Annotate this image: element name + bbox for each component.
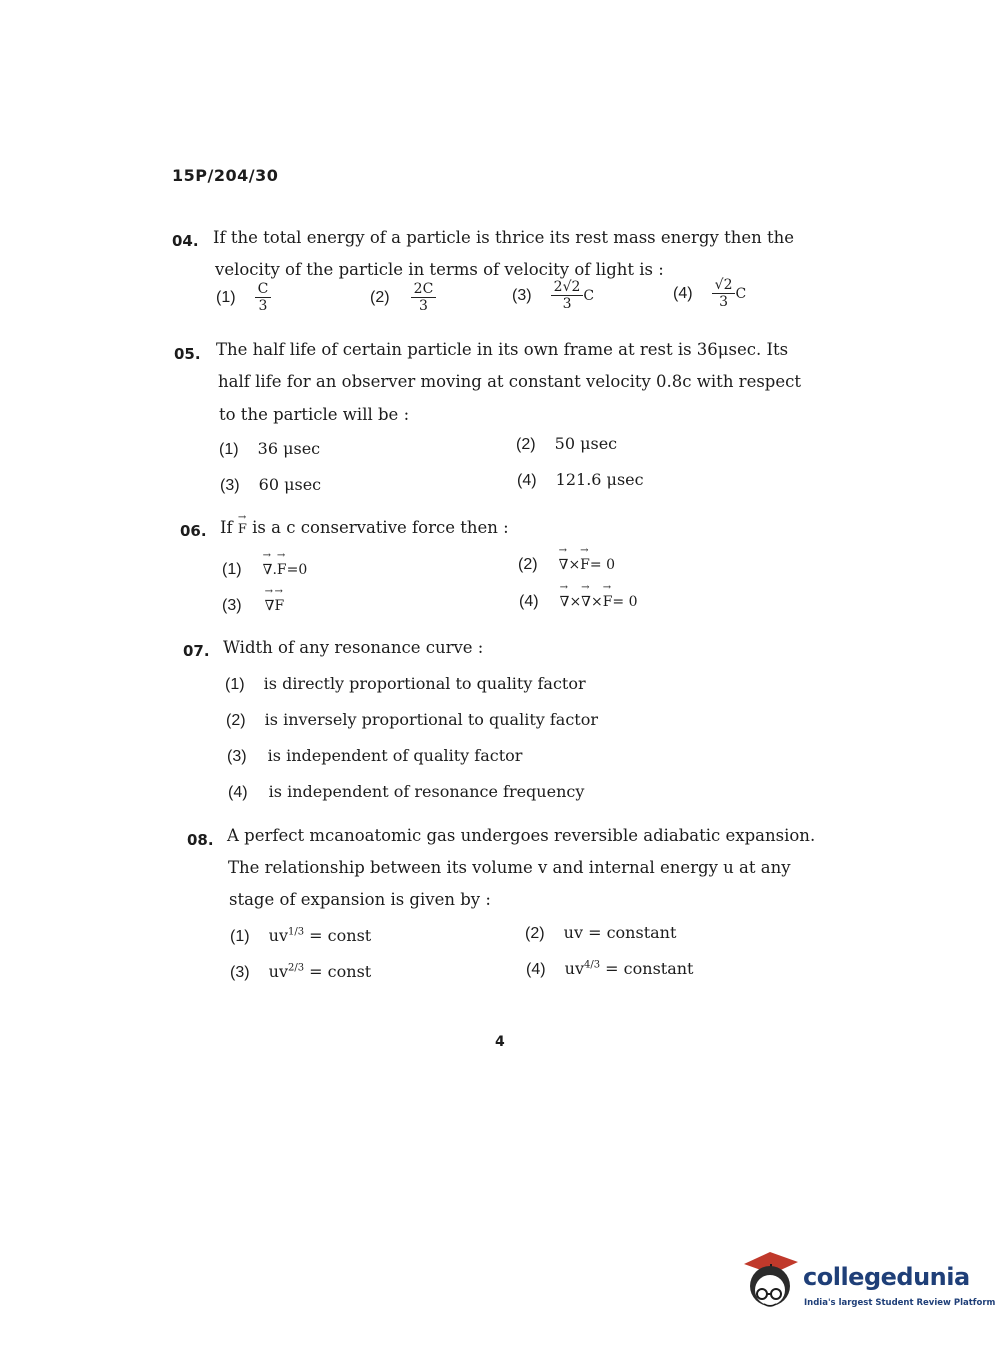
question-text: velocity of the particle in terms of velocity of light is : (215, 260, 664, 279)
option-expression (559, 557, 615, 573)
option-1 (225, 674, 586, 694)
denominator: 3 (562, 296, 572, 312)
option-label: (4) (517, 472, 537, 489)
option-3 (230, 962, 371, 982)
option-2 (518, 554, 615, 574)
question-text: to the particle will be : (219, 405, 410, 424)
force-vector: → F (274, 598, 284, 614)
fraction (255, 282, 272, 313)
option-label: (2) (516, 436, 536, 453)
question-text: Width of any resonance curve : (223, 638, 484, 657)
question-number: 05. (174, 345, 201, 363)
option-3 (512, 280, 594, 311)
question-number: 06. (180, 522, 207, 540)
option-expression (265, 598, 285, 614)
del-operator: → ∇ (581, 594, 591, 610)
option-3 (222, 595, 284, 615)
question-text: half life for an observer moving at constant velocity 0.8c with respect (218, 372, 802, 391)
denominator: 3 (419, 298, 428, 314)
option-label: (1) (230, 928, 250, 945)
force-vector: → F (580, 557, 590, 573)
numerator: C (255, 282, 272, 298)
numerator: 2C (411, 282, 437, 298)
option-4 (519, 591, 638, 611)
option-label: (2) (370, 289, 390, 306)
question-number: 04. (172, 232, 199, 250)
del-operator: → ∇ (263, 562, 273, 578)
denominator: 3 (719, 294, 729, 310)
exponent: 2/3 (288, 962, 305, 974)
option-3 (220, 475, 321, 495)
option-expression (269, 926, 372, 945)
option-4 (673, 278, 746, 309)
option-label: (2) (525, 925, 545, 942)
option-4 (526, 959, 693, 979)
option-2 (525, 923, 676, 943)
question-number: 07. (183, 642, 210, 660)
question-text: stage of expansion is given by : (229, 890, 491, 909)
force-vector: → F (277, 562, 287, 578)
option-2 (516, 434, 617, 454)
question-text: If the total energy of a particle is thrice its rest mass energy then the (213, 228, 794, 247)
option-label: (1) (216, 289, 236, 306)
equals-zero: = 0 (589, 557, 615, 573)
option-2 (370, 282, 436, 313)
question-text: A perfect mcanoatomic gas undergoes reversible adiabatic expansion. (227, 826, 816, 845)
fraction (551, 280, 584, 311)
option-label: (4) (519, 593, 539, 610)
del-operator: → ∇ (560, 594, 570, 610)
operator: × (568, 557, 581, 573)
option-label: (3) (512, 287, 532, 304)
option-4 (517, 470, 644, 490)
equals-zero: = 0 (612, 594, 638, 610)
option-label: (3) (227, 748, 247, 765)
brand-name: collegedunia (803, 1263, 970, 1291)
question-text: The relationship between its volume v and internal energy u at any (228, 858, 791, 877)
fraction (712, 278, 736, 309)
question-number: 08. (187, 831, 214, 849)
paper-code: 15P/204/30 (172, 166, 279, 185)
operator: × (590, 594, 603, 610)
page-number: 4 (495, 1034, 505, 1050)
option-text: 36 μsec (257, 439, 321, 458)
collegedunia-mascot-icon (740, 1250, 802, 1318)
option-expression (564, 923, 677, 942)
option-text: 121.6 μsec (555, 470, 644, 489)
operator: . (272, 562, 277, 578)
option-text: is independent of quality factor (267, 746, 523, 765)
option-label: (1) (225, 676, 245, 693)
expression-base: uv (268, 962, 288, 981)
option-1 (230, 926, 371, 946)
option-label: (4) (673, 285, 693, 302)
brand-tagline: India's largest Student Review Platform (804, 1298, 996, 1308)
option-1 (222, 559, 307, 579)
expression-base: uv (268, 926, 288, 945)
suffix: C (735, 286, 747, 302)
option-label: (3) (230, 964, 250, 981)
operator: × (569, 594, 582, 610)
denominator: 3 (258, 298, 268, 314)
option-label: (3) (220, 477, 240, 494)
option-3 (227, 746, 522, 766)
expression-rest: = constant (600, 959, 694, 978)
expression-base: uv (564, 959, 584, 978)
option-text: is directly proportional to quality factor (263, 674, 586, 693)
exponent: 4/3 (584, 959, 601, 971)
option-label: (1) (219, 441, 239, 458)
expression-base: uv (563, 923, 583, 942)
suffix: C (583, 288, 595, 304)
option-label: (1) (222, 561, 242, 578)
option-text: is independent of resonance frequency (268, 782, 585, 801)
option-expression (565, 959, 694, 978)
exponent: 1/3 (288, 926, 305, 938)
option-label: (4) (526, 961, 546, 978)
text-pre: If (220, 518, 233, 537)
option-1 (219, 439, 320, 459)
option-label: (2) (518, 556, 538, 573)
del-operator: → ∇ (265, 598, 275, 614)
option-text: 60 μsec (258, 475, 322, 494)
option-label: (3) (222, 597, 242, 614)
expression-rest: = const (304, 962, 372, 981)
fraction (411, 282, 437, 313)
question-text: The half life of certain particle in its own frame at rest is 36μsec. Its (216, 340, 789, 359)
question-text (220, 517, 509, 541)
option-expression (560, 594, 638, 610)
force-vector: → F (238, 519, 247, 541)
del-operator: → ∇ (559, 557, 569, 573)
option-expression (269, 962, 372, 981)
force-vector: → F (603, 594, 613, 610)
expression-rest: = constant (583, 923, 677, 942)
numerator: √2 (712, 278, 736, 294)
option-2 (226, 710, 598, 730)
option-text: is inversely proportional to quality factor (264, 710, 598, 729)
option-label: (2) (226, 712, 246, 729)
option-text: 50 μsec (554, 434, 618, 453)
equals-zero: =0 (286, 562, 308, 578)
option-1 (216, 282, 271, 313)
text-post: is a c conservative force then : (252, 518, 509, 537)
option-expression (263, 562, 308, 578)
option-4 (228, 782, 584, 802)
numerator: 2√2 (551, 280, 584, 296)
expression-rest: = const (304, 926, 372, 945)
option-label: (4) (228, 784, 248, 801)
